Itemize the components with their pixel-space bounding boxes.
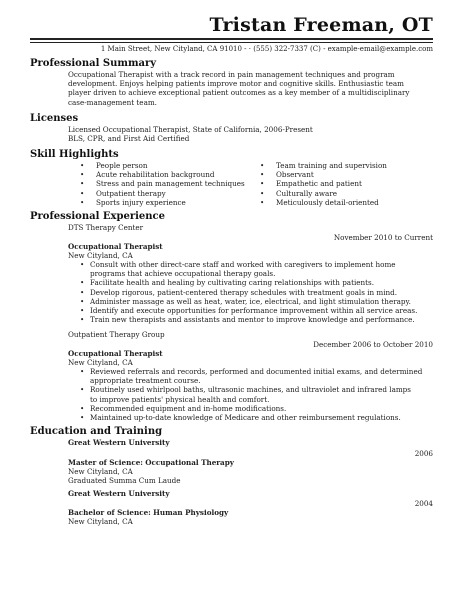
degree-type: Bachelor of Science: [68, 508, 151, 517]
school-honors: Graduated Summa Cum Laude [68, 476, 181, 485]
skill-item: • Culturally aware [248, 189, 438, 198]
candidate-name: Tristan Freeman, OT [209, 14, 433, 36]
job-bullet: • Recommended equipment and in-home modifications. [80, 404, 440, 413]
degree-type: Master of Science: [68, 458, 143, 467]
job-bullet: • Maintained up-to-date knowledge of Medicare and other reimbursement regulations. [80, 413, 440, 422]
job-bullet: • Develop rigorous, patient-centered therapy schedules with treatment goals in mind. [80, 288, 440, 297]
section-title-education: Education and Training [30, 426, 163, 437]
job-bullet: • Consult with other direct-care staff and worked with caregivers to implement home [80, 260, 440, 269]
skill-item: • Outpatient therapy [68, 189, 258, 198]
job-location: New Cityland, CA [68, 251, 133, 260]
job-dates: November 2010 to Current [333, 233, 433, 242]
skill-item: • People person [68, 161, 258, 170]
section-title-summary: Professional Summary [30, 58, 157, 69]
skill-item: • Team training and supervision [248, 161, 438, 170]
job-role: Occupational Therapist [68, 349, 163, 358]
job-company: Outpatient Therapy Group [68, 330, 165, 339]
job-location: New Cityland, CA [68, 358, 133, 367]
job-company: DTS Therapy Center [68, 223, 144, 232]
skills-left-list [68, 161, 258, 207]
job-bullet: • Routinely used whirlpool baths, ultrasonic machines, and ultraviolet and infrared lamps [80, 385, 440, 394]
job-role: Occupational Therapist [68, 242, 163, 251]
header-rule-thick [30, 38, 433, 40]
skill-item: • Empathetic and patient [248, 179, 438, 188]
skill-item: • Sports injury experience [68, 198, 258, 207]
skill-item: • Observant [248, 170, 438, 179]
job-bullets [80, 367, 440, 422]
job-bullet-continuation: programs that achieve occupational therapy goals. [90, 269, 276, 279]
summary-line: case-management team. [68, 97, 157, 107]
summary-line: Occupational Therapist with a track record in pain management techniques and program [68, 70, 395, 79]
licenses-text [68, 125, 313, 143]
school-name: Great Western University [68, 489, 170, 498]
summary-line: player driven to achieve exceptional patient outcomes as a key member of a multidisciplinary [68, 88, 410, 98]
job-dates: December 2006 to October 2010 [313, 340, 433, 349]
section-title-licenses: Licenses [30, 113, 79, 124]
skill-item: • Meticulously detail-oriented [248, 198, 438, 207]
job-bullet: • Administer massage as well as heat, water, ice, electrical, and light stimulation therapy. [80, 297, 440, 306]
job-bullet: • Facilitate health and healing by cultivating caring relationships with patients. [80, 278, 440, 287]
school-location: New Cityland, CA [68, 467, 133, 476]
job-bullet-continuation: to improve patients' physical health and comfort. [90, 394, 270, 404]
job-bullet-continuation: appropriate treatment course. [90, 376, 201, 386]
summary-text [68, 70, 409, 107]
skill-item: • Stress and pain management techniques [68, 179, 258, 188]
job-bullet: • Train new therapists and assistants and mentor to improve knowledge and performance. [80, 315, 440, 324]
header-rule-thin [30, 42, 433, 43]
job-bullets [80, 260, 440, 324]
school-location: New Cityland, CA [68, 517, 133, 526]
section-title-experience: Professional Experience [30, 211, 165, 222]
summary-line: development. Enjoys helping patients improve motor and cognitive skills. Enthusiastic team [68, 79, 404, 89]
degree [68, 508, 228, 517]
job-bullet: • Reviewed referrals and records, performed and documented initial exams, and determined [80, 367, 440, 376]
contact-line: 1 Main Street, New Cityland, CA 91010 - · (555) 322-7337 (C) - example-email@example.com [100, 45, 433, 53]
degree [68, 458, 234, 467]
section-title-skills: Skill Highlights [30, 149, 119, 160]
degree-field: Human Physiology [153, 508, 229, 517]
license-line: BLS, CPR, and First Aid Certified [68, 134, 190, 144]
skill-item: • Acute rehabilitation background [68, 170, 258, 179]
degree-field: Occupational Therapy [145, 458, 234, 467]
job-bullet: • Identify and execute opportunities for performance improvement within all service areas. [80, 306, 440, 315]
school-year: 2004 [414, 499, 433, 508]
skills-right-list [248, 161, 438, 207]
school-year: 2006 [414, 449, 433, 458]
school-name: Great Western University [68, 438, 170, 447]
license-line: Licensed Occupational Therapist, State of California, 2006-Present [68, 125, 313, 134]
